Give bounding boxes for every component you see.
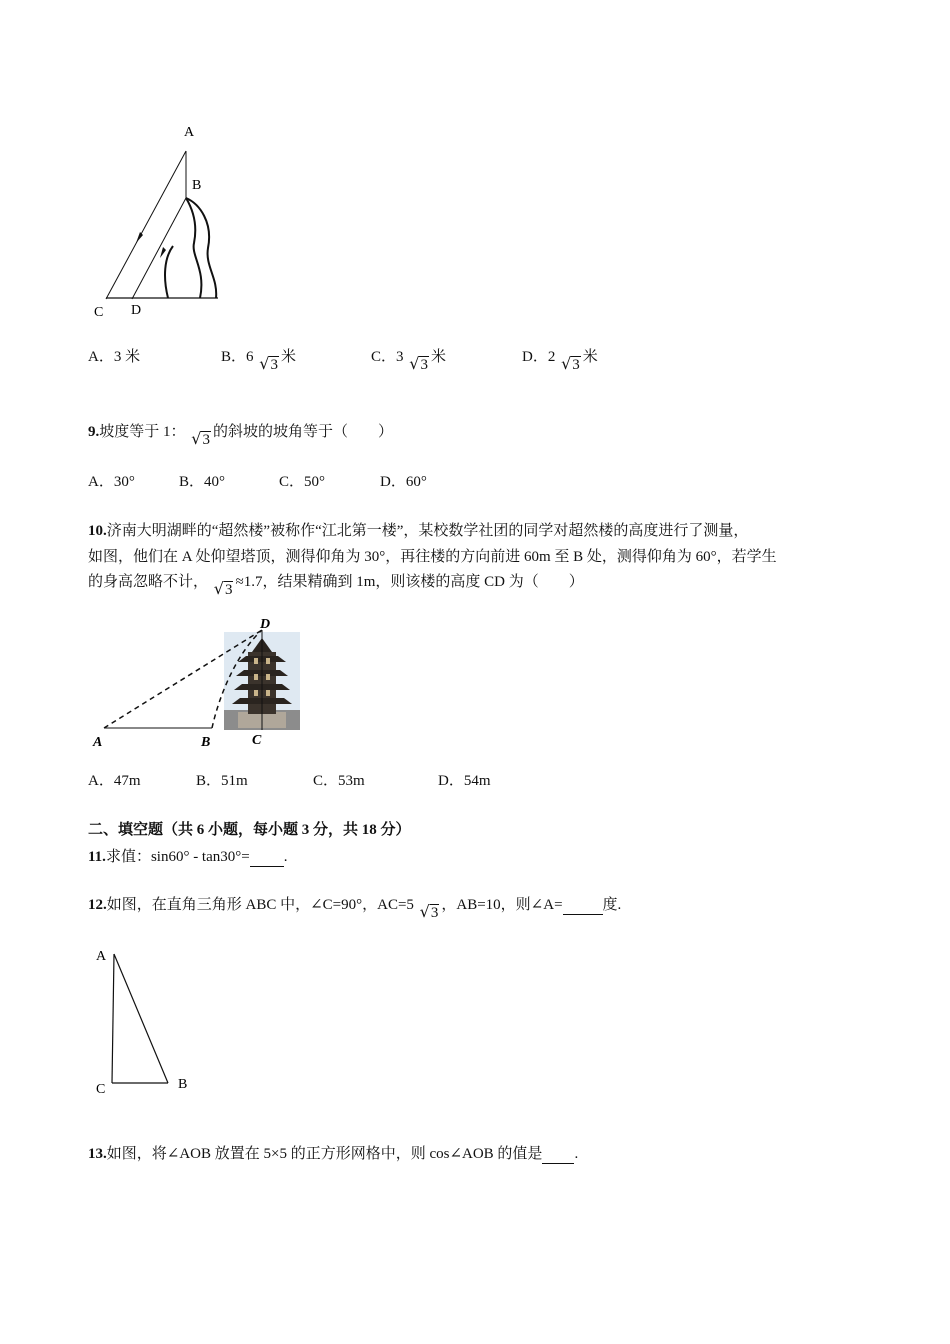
- q8-label-a: A: [184, 125, 195, 140]
- q8-option-d[interactable]: D．2 √3 米: [522, 349, 598, 373]
- q11-stem: 11.求值：sin60° - tan30°= .: [88, 849, 288, 865]
- q9-option-d[interactable]: D．60°: [380, 474, 427, 490]
- q10-label-c: C: [252, 733, 262, 748]
- q10-line1: 10.济南大明湖畔的“超然楼”被称作“江北第一楼”，某校数学社团的同学对超然楼的高度进行了测量，: [88, 523, 749, 539]
- q11-answer-blank[interactable]: [250, 849, 284, 867]
- q9-option-c[interactable]: C．50°: [279, 474, 326, 490]
- q10-option-d[interactable]: D．54m: [438, 773, 491, 789]
- q8-label-c: C: [94, 305, 104, 320]
- q12-label-b: B: [178, 1077, 188, 1092]
- q10-figure: [88, 612, 308, 752]
- q10-label-b: B: [201, 735, 211, 750]
- q8-option-b[interactable]: B．6 √3 米: [221, 349, 296, 373]
- sqrt-symbol: √3: [561, 354, 580, 373]
- q13-answer-blank[interactable]: [542, 1146, 574, 1164]
- sqrt-symbol: √3: [213, 579, 233, 598]
- q8-figure: [88, 118, 238, 323]
- q12-label-c: C: [96, 1082, 106, 1097]
- q10-label-d: D: [260, 617, 271, 632]
- q12-figure: [88, 940, 208, 1100]
- q9-option-a[interactable]: A．30°: [88, 474, 135, 490]
- section-title: 二、填空题（共 6 小题，每小题 3 分，共 18 分）: [88, 822, 411, 838]
- q10-label-a: A: [93, 735, 103, 750]
- sqrt-symbol: √3: [259, 354, 278, 373]
- q9-option-b[interactable]: B．40°: [179, 474, 226, 490]
- q12-label-a: A: [96, 949, 107, 964]
- q12-answer-blank[interactable]: [563, 897, 603, 915]
- sqrt-symbol: √3: [191, 429, 210, 448]
- q8-label-d: D: [131, 303, 142, 318]
- q13-stem: 13.如图，将∠AOB 放置在 5×5 的正方形网格中，则 cos∠AOB 的值是 .: [88, 1146, 579, 1162]
- q10-option-b[interactable]: B．51m: [196, 773, 248, 789]
- q9-stem: 9.坡度等于 1： √3 的斜坡的坡角等于（ ）: [88, 424, 393, 448]
- q10-line3: 的身高忽略不计， √3 ≈1.7，结果精确到 1m，则该楼的高度 CD 为（ ）: [88, 574, 584, 598]
- q8-option-c[interactable]: C．3 √3 米: [371, 349, 446, 373]
- q10-line2: 如图，他们在 A 处仰望塔顶，测得仰角为 30°，再往楼的方向前进 60m 至 B 处，测得仰角为 60°，若学生: [88, 549, 777, 565]
- sqrt-symbol: √3: [409, 354, 428, 373]
- q8-option-a[interactable]: A．3 米: [88, 349, 141, 365]
- sqrt-symbol: √3: [419, 902, 439, 921]
- q10-option-a[interactable]: A．47m: [88, 773, 141, 789]
- q8-label-b: B: [192, 178, 202, 193]
- q10-option-c[interactable]: C．53m: [313, 773, 365, 789]
- q12-stem: 12.如图，在直角三角形 ABC 中，∠C=90°，AC=5 √3 ，AB=10，则∠A= 度.: [88, 897, 622, 921]
